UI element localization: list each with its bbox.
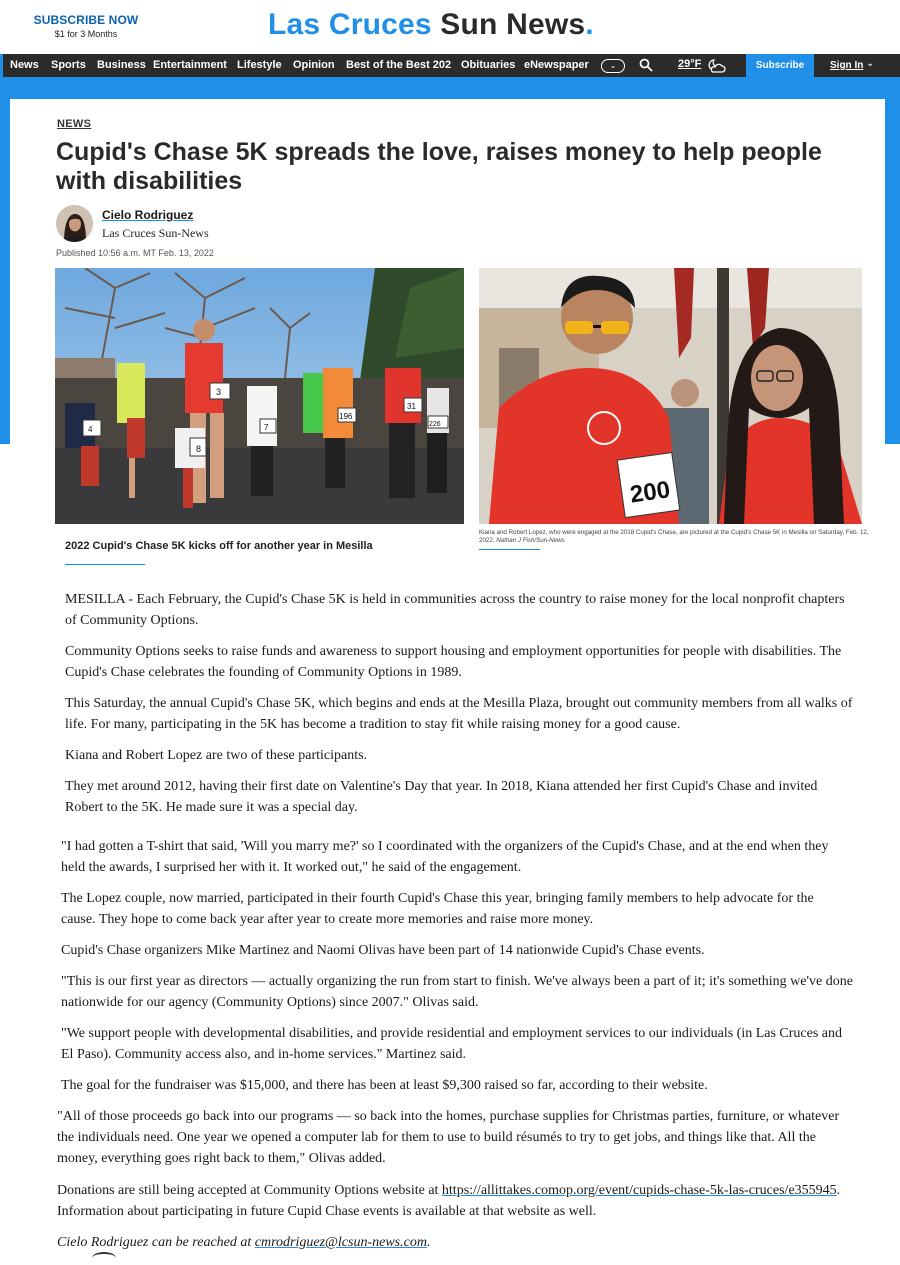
accent-side-right (885, 99, 900, 444)
paragraph: "All of those proceeds go back into our programs — so back into the homes, purchase supplies for Christmas parties, furniture, or whatever the individuals need. One year we opened a computer lab for them to use to build résumés to try to get jobs, and things like that. All the money, everything goes right back to them," Olivas added. (57, 1109, 840, 1166)
paragraph: "This is our first year as directors — actually organizing the run from start to finish. We've always been a part of it; it's something we've done nationwide for our agency (Community Options) since 2007." Olivas said. (61, 974, 853, 1010)
paragraph: Cupid's Chase organizers Mike Martinez and Naomi Olivas have been part of 14 nationwide Cupid's Chase events. (61, 943, 705, 958)
subscribe-offer[interactable]: $1 for 3 Months (54, 29, 118, 39)
main-nav (0, 54, 900, 77)
subscribe-title[interactable]: SUBSCRIBE NOW (33, 13, 139, 27)
donation-text-end: . Information about participating in future Cupid Chase events is available at that website as well. (57, 1183, 841, 1219)
couple-photo[interactable] (479, 268, 862, 524)
paragraph: This Saturday, the annual Cupid's Chase 5K, which begins and ends at the Mesilla Plaza, brought out community members from all walks of life. For many, participating in the 5K has become a tradition to stay fit while raising money for a good cause. (65, 696, 853, 732)
contact-email-link[interactable]: cmrodriguez@lcsun-news.com (254, 1235, 427, 1250)
author-name[interactable]: Cielo Rodriguez (102, 208, 194, 222)
author-avatar[interactable] (56, 205, 93, 242)
donation-link[interactable]: https://allittakes.comop.org/event/cupids-chase-5k-las-cruces/e355945 (441, 1183, 837, 1198)
nav-item-enewspaper[interactable]: eNewspaper (524, 59, 589, 71)
paragraph: Community Options seeks to raise funds and awareness to support housing and employment opportunities for people with disabilities. The Cupid's Chase celebrates the founding of Community Options in 1989. (65, 644, 842, 680)
subscribe-promo[interactable] (28, 13, 144, 39)
bib-number: 4 (88, 425, 93, 434)
logo-part-2: Sun News (440, 8, 586, 41)
author-affiliation: Las Cruces Sun-News (102, 226, 209, 240)
nav-item-lifestyle[interactable]: Lifestyle (237, 59, 282, 71)
partial-icon (92, 1252, 116, 1264)
bib-number: 7 (264, 423, 269, 432)
bib-number: 200 (628, 476, 672, 509)
nav-item-sports[interactable]: Sports (51, 59, 86, 71)
more-nav-chevron-down-icon[interactable]: ⌄ (601, 59, 625, 73)
nav-item-entertainment[interactable]: Entertainment (153, 59, 227, 71)
accent-band (0, 77, 900, 99)
paragraph: The goal for the fundraiser was $15,000, and there has been at least $9,300 raised so far, according to their website. (61, 1078, 708, 1093)
bib-number: 3 (216, 387, 222, 397)
nav-item-opinion[interactable]: Opinion (293, 59, 335, 71)
nav-item-obituaries[interactable]: Obituaries (461, 59, 516, 71)
caption2-divider (479, 549, 540, 550)
contact-end: . (426, 1235, 431, 1250)
subscribe-button[interactable]: Subscribe (746, 54, 814, 77)
nav-item-business[interactable]: Business (97, 59, 146, 71)
search-icon[interactable] (639, 58, 653, 72)
temperature[interactable]: 29°F (678, 58, 702, 70)
contact-text: Cielo Rodriguez can be reached at (57, 1235, 255, 1250)
accent-side-left (0, 99, 10, 444)
sign-in-chevron-down-icon[interactable]: ⌄ (866, 58, 875, 69)
paragraph: "We support people with developmental disabilities, and provide residential and employment services to our individuals (in Las Cruces and El Paso). Community access also, and in-home services." Martinez said. (61, 1026, 843, 1062)
bib-number: 8 (196, 444, 202, 454)
photo2-caption (479, 529, 869, 545)
paragraph: They met around 2012, having their first date on Valentine's Day that year. In 2018, Kiana attended her first Cupid's Chase and invited Robert to the 5K. He made sure it was a special day. (65, 779, 818, 815)
paragraph: Kiana and Robert Lopez are two of these participants. (65, 748, 368, 763)
nav-item-news[interactable]: News (0, 54, 39, 77)
caption1-divider (65, 564, 145, 565)
photo2-credit: Nathan J Fish/Sun-News (496, 537, 565, 544)
section-label[interactable]: NEWS (57, 118, 92, 130)
logo-dot: . (585, 8, 594, 41)
site-logo[interactable] (268, 8, 594, 42)
contact-paragraph (57, 1232, 847, 1253)
sign-in-link[interactable]: Sign In (830, 60, 864, 71)
donation-text: Donations are still being accepted at Community Options website at (57, 1183, 442, 1198)
paragraph: "I had gotten a T-shirt that said, 'Will you marry me?' so I coordinated with the organizers of the Cupid's Chase, and at the end when they held the awards, I surprised her with it. It worked out," he said of the engagement. (61, 839, 829, 875)
bib-number: 226 (429, 421, 441, 428)
article-headline: Cupid's Chase 5K spreads the love, raises money to help people with disabilities (56, 138, 822, 195)
bib-number: 31 (407, 402, 416, 411)
donation-paragraph (57, 1180, 847, 1222)
paragraph: The Lopez couple, now married, participated in their fourth Cupid's Chase this year, bringing family members to help advocate for the cause. They hope to come back year after year to create more memories and raise more money. (61, 891, 814, 927)
photo2-caption-text: Kiana and Robert Lopez, who were engaged at the 2018 Cupid's Chase, are pictured at the Cupid's Chase 5K in Mesilla on Saturday, Feb. 12, 2022. (479, 529, 869, 544)
bib-number: 196 (339, 412, 353, 421)
race-start-photo[interactable] (55, 268, 464, 524)
site-header (0, 0, 900, 54)
partly-cloudy-night-icon[interactable] (704, 57, 726, 74)
paragraph: MESILLA - Each February, the Cupid's Chase 5K is held in communities across the country to raise money for the local nonprofit chapters of Community Options. (65, 592, 845, 628)
nav-item-best-of-the-best[interactable]: Best of the Best 202 (346, 59, 452, 71)
photo1-caption: 2022 Cupid's Chase 5K kicks off for another year in Mesilla (65, 540, 373, 552)
published-date: Published 10:56 a.m. MT Feb. 13, 2022 (56, 248, 214, 258)
logo-part-1: Las Cruces (268, 8, 432, 41)
